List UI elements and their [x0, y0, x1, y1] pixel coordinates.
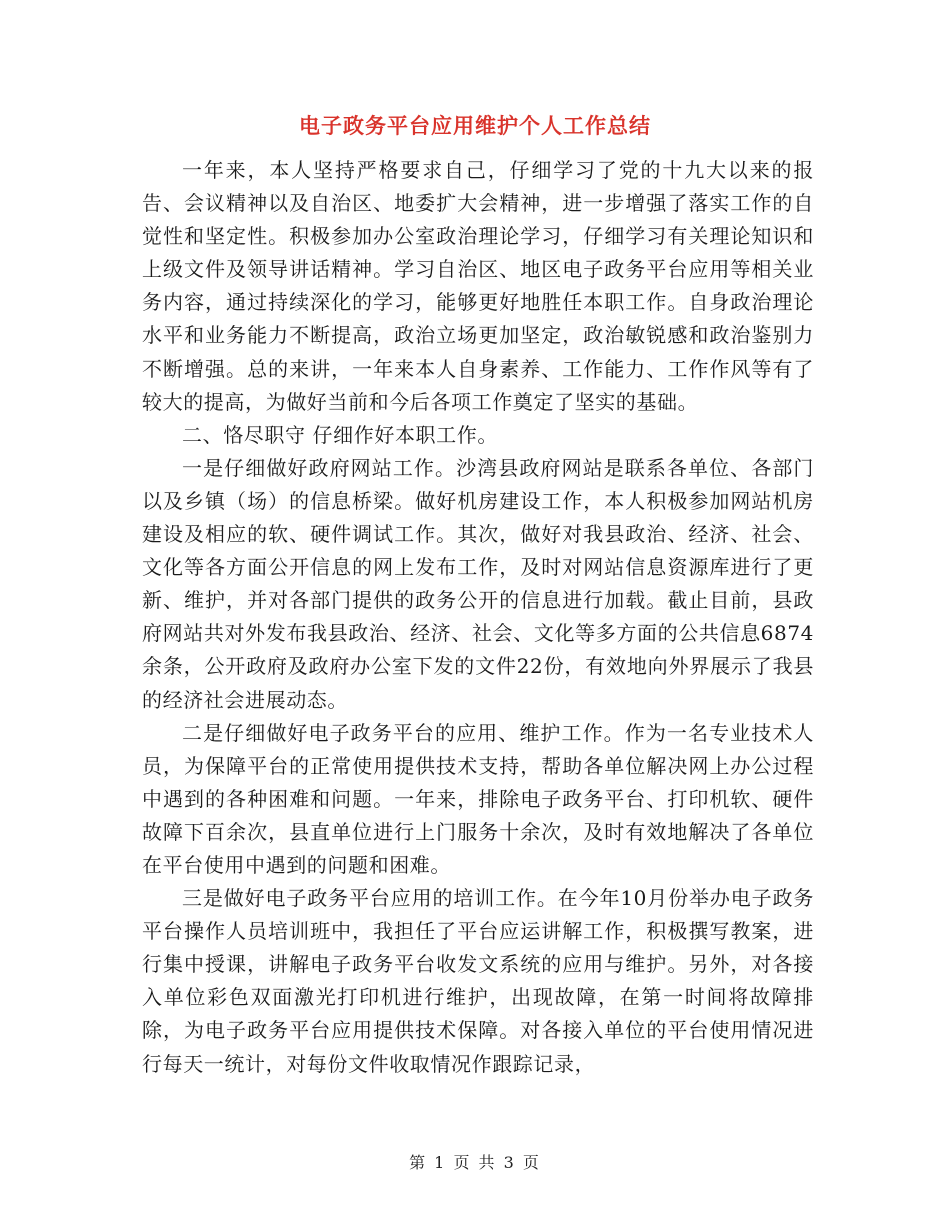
- section-heading: 二、恪尽职守 仔细作好本职工作。: [182, 422, 498, 447]
- document-title: 电子政务平台应用维护个人工作总结: [299, 114, 651, 138]
- paragraph-training: 三是做好电子政务平台应用的培训工作。在今年10月份举办电子政务平台操作人员培训班中，我担任了平台应运讲解工作，积极撰写教案，进行集中授课，讲解电子政务平台收发文系统的应用与维护。另外，对各接入单位彩色双面激光打印机进行维护，出现故障，在第一时间将故障排除，为电子政务平台应用提供技术保障。对各接入单位的平台使用情况进行每天一统计，对每份文件收取情况作跟踪记录，: [142, 886, 814, 1076]
- paragraph-website: 一是仔细做好政府网站工作。沙湾县政府网站是联系各单位、各部门以及乡镇（场）的信息桥梁。做好机房建设工作，本人积极参加网站机房建设及相应的软、硬件调试工作。其次，做好对我县政治、经济、社会、文化等各方面公开信息的网上发布工作，及时对网站信息资源库进行了更新、维护，并对各部门提供的政务公开的信息进行加载。截止目前，县政府网站共对外发布我县政治、经济、社会、文化等多方面的公共信息6874余条，公开政府及政府办公室下发的文件22份，有效地向外界展示了我县的经济社会进展动态。: [142, 455, 814, 712]
- page-number: 第 1 页 共 3 页: [409, 1153, 541, 1172]
- paragraph-maintenance: 二是仔细做好电子政务平台的应用、维护工作。作为一名专业技术人员，为保障平台的正常使用提供技术支持，帮助各单位解决网上办公过程中遇到的各种困难和问题。一年来，排除电子政务平台、打印机软、硬件故障下百余次，县直单位进行上门服务十余次，及时有效地解决了各单位在平台使用中遇到的问题和困难。: [142, 720, 814, 877]
- paragraph-intro: 一年来，本人坚持严格要求自己，仔细学习了党的十九大以来的报告、会议精神以及自治区、地委扩大会精神，进一步增强了落实工作的自觉性和坚定性。积极参加办公室政治理论学习，仔细学习有关理论知识和上级文件及领导讲话精神。学习自治区、地区电子政务平台应用等相关业务内容，通过持续深化的学习，能够更好地胜任本职工作。自身政治理论水平和业务能力不断提高，政治立场更加坚定，政治敏锐感和政治鉴别力不断增强。总的来讲，一年来本人自身素养、工作能力、工作作风等有了较大的提高，为做好当前和今后各项工作奠定了坚实的基础。: [142, 158, 814, 414]
- document-body: [142, 154, 814, 1081]
